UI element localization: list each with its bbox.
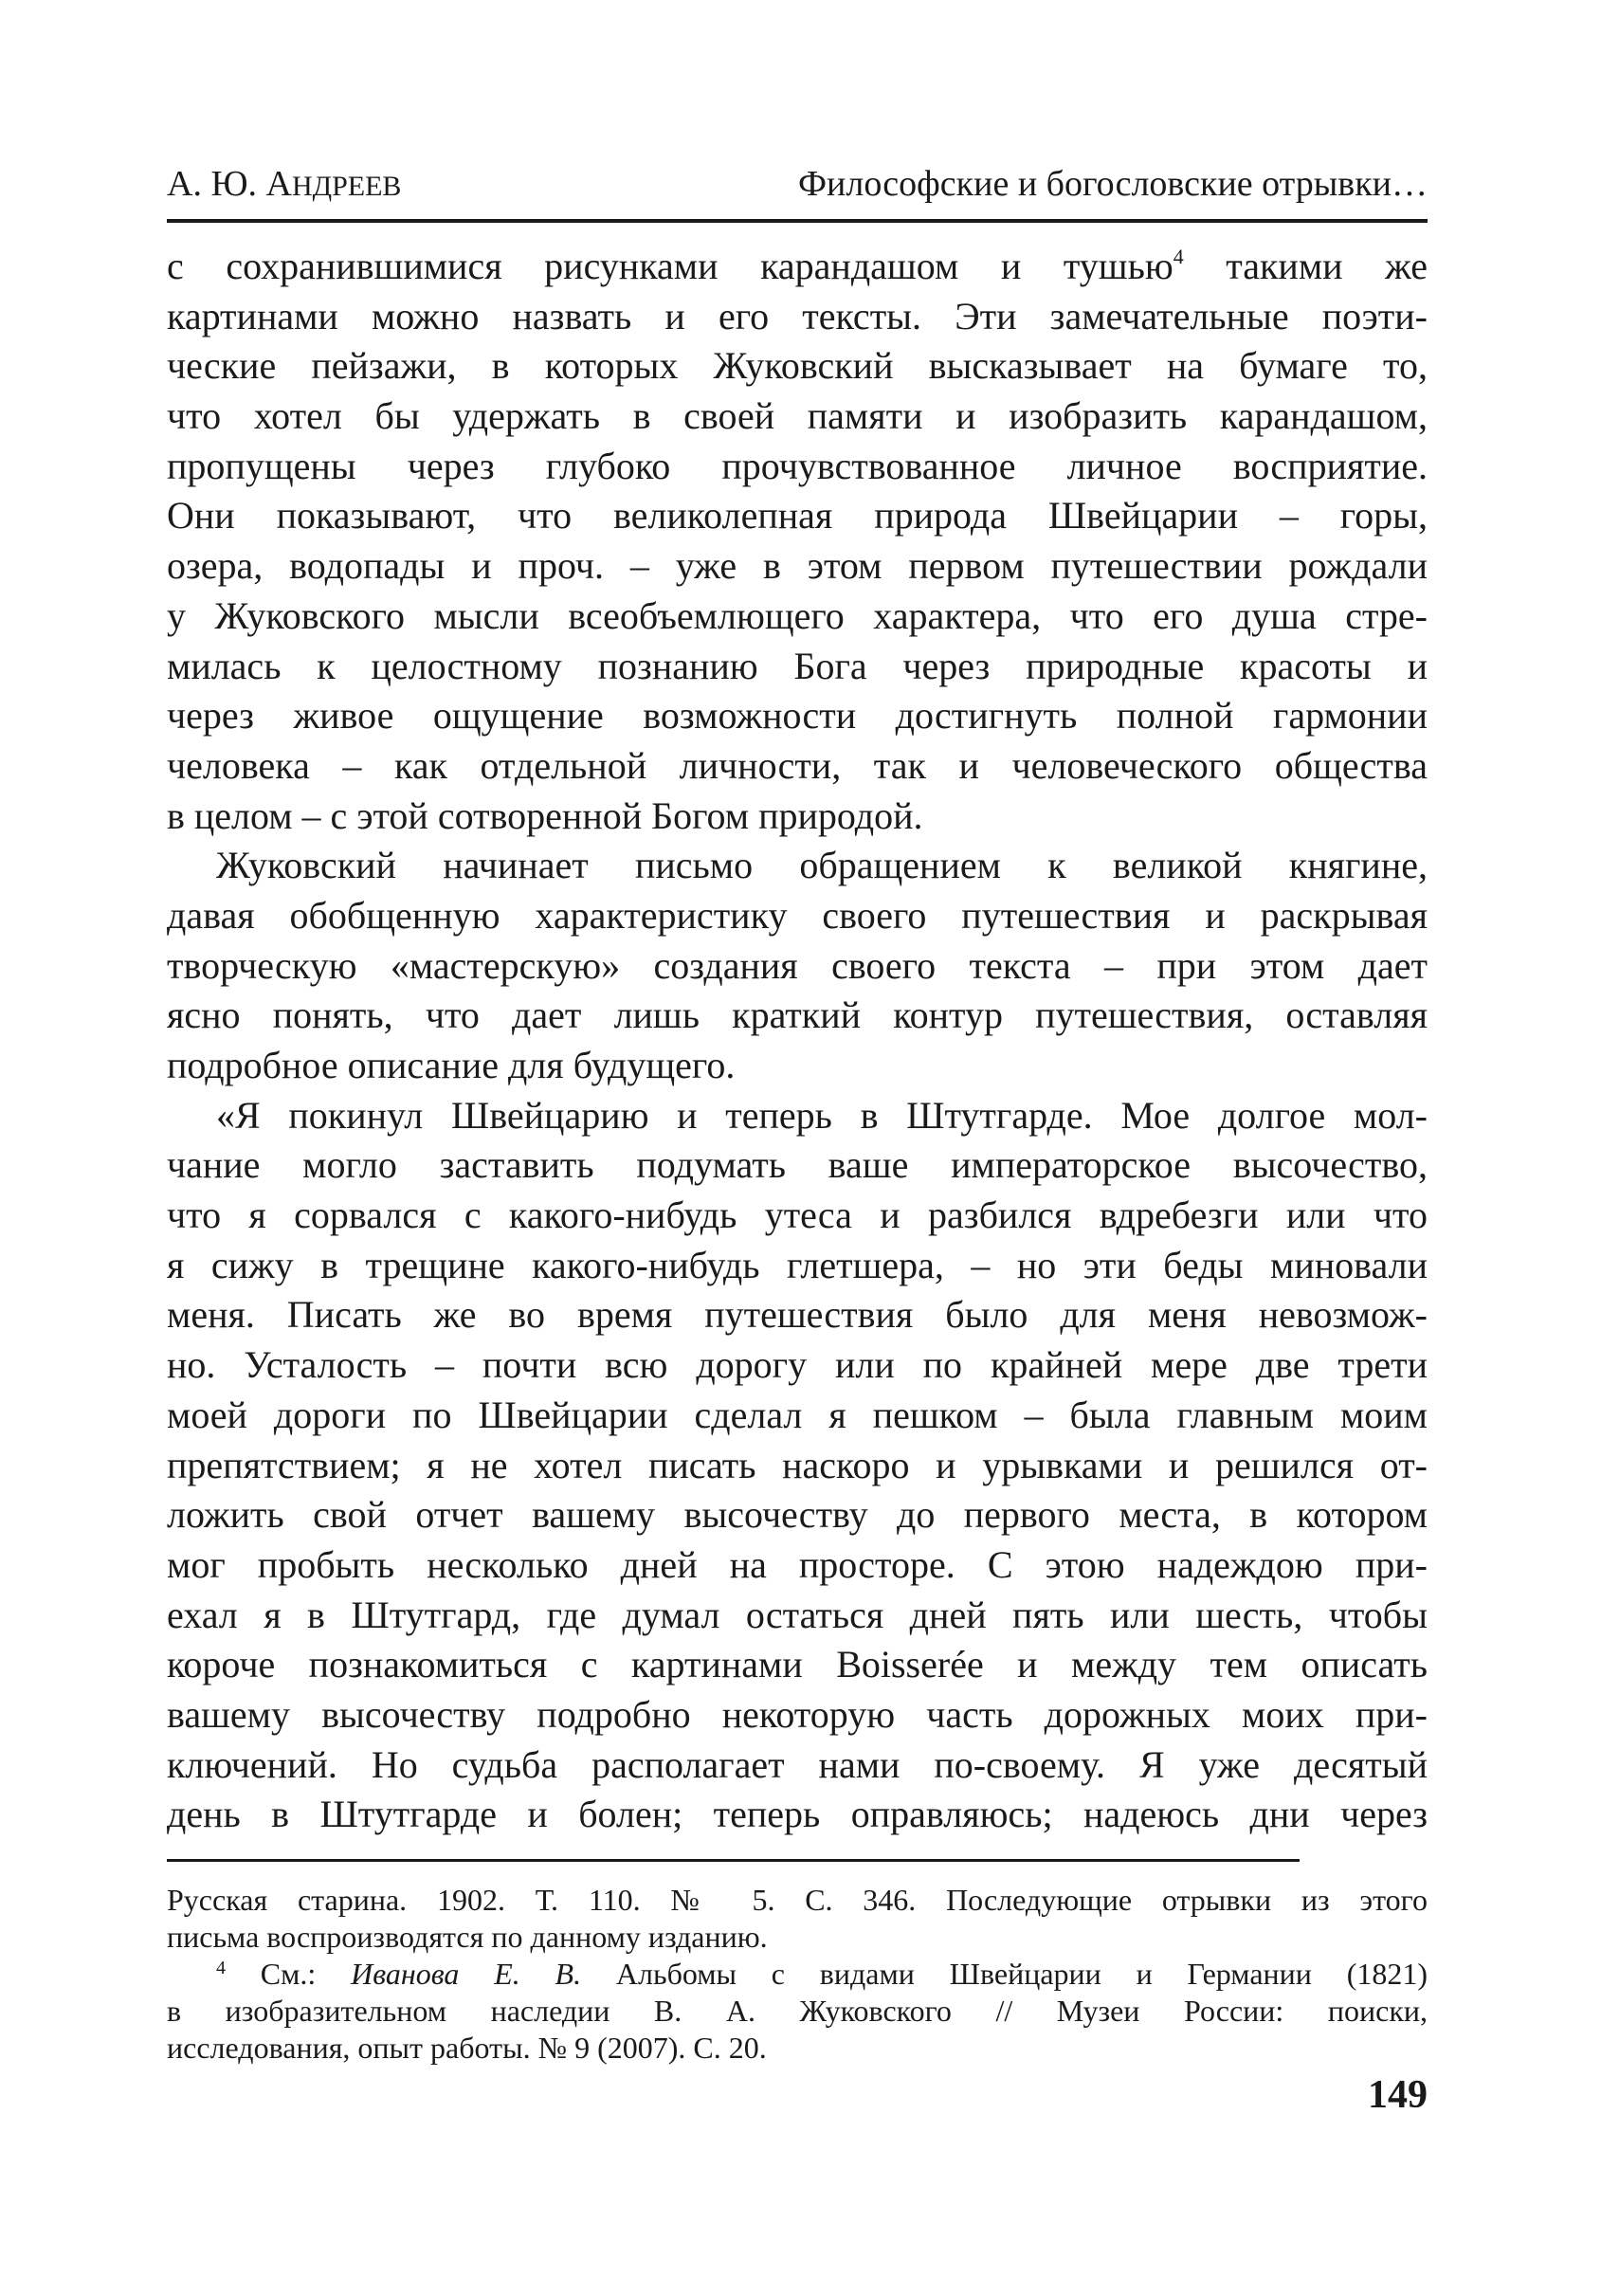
page-number: 149 xyxy=(1368,2073,1428,2117)
footnote-4-author: Иванова Е. В. xyxy=(351,1957,582,1991)
text-line: ясно понять, что дает лишь краткий контур путешествия, оставляя xyxy=(167,993,1428,1037)
text-line: картинами можно назвать и его тексты. Эти замечательные поэти- xyxy=(167,294,1428,337)
text-line: ключений. Но судьба располагает нами по-своему. Я уже десятый xyxy=(167,1742,1428,1786)
text-line: ложить свой отчет вашему высочеству до первого места, в котором xyxy=(167,1493,1428,1537)
text-line: ческие пейзажи, в которых Жуковский высказывает на бумаге то, xyxy=(167,344,1428,388)
text-line: Они показывают, что великолепная природа Швейцарии – горы, xyxy=(167,494,1428,538)
text-line: я сижу в трещине какого-нибудь глетшера, – но эти беды миновали xyxy=(167,1243,1428,1286)
text-line: что хотел бы удержать в своей памяти и изобразить карандашом, xyxy=(167,394,1428,438)
text-line: чание могло заставить подумать ваше императорское высочество, xyxy=(167,1143,1428,1187)
text-line: короче познакомиться с картинами Boisserée и между тем описать xyxy=(167,1643,1428,1686)
footnote-3-line-1: Русская старина. 1902. Т. 110. № 5. С. 346. Последующие отрывки из этого xyxy=(167,1883,1428,1917)
text-line: с сохранившимися рисунками карандашом и тушью$^4$ такими же xyxy=(167,245,1428,287)
main-text xyxy=(167,242,1428,1840)
text-line: Жуковский начинает письмо обращением к великой княгине, xyxy=(216,844,1428,887)
footnote-4-number: 4 xyxy=(216,1958,226,1978)
text-line: человека – как отдельной личности, так и человеческого общества xyxy=(167,743,1428,787)
footnote-4-line-2: в изобразительном наследии В. А. Жуковского // Музеи России: поиски, xyxy=(167,1994,1428,2028)
text-line: вашему высочеству подробно некоторую часть дорожных моих при- xyxy=(167,1692,1428,1736)
text-line: пропущены через глубоко прочувствованное личное восприятие. xyxy=(167,444,1428,487)
footnote-ref: 4 xyxy=(1173,245,1184,268)
footnote-3-line-2: письма воспроизводятся по данному изданию. xyxy=(167,1920,768,1954)
running-header xyxy=(167,155,1428,212)
text-line: милась к целостному познанию Бога через природные красоты и xyxy=(167,644,1428,687)
text-line: моей дороги по Швейцарии сделал я пешком – была главным моим xyxy=(167,1393,1428,1436)
footnotes xyxy=(167,1882,1428,2067)
footnote-4-line-3: исследования, опыт работы. № 9 (2007). С. 20. xyxy=(167,2031,767,2065)
text-line: творческую «мастерскую» создания своего текста – при этом дает xyxy=(167,943,1428,987)
text-line: озера, водопады и проч. – уже в этом первом путешествии рождали xyxy=(167,544,1428,588)
text-line: в целом – с этой сотворенной Богом природой. xyxy=(167,793,923,837)
text-line: ехал я в Штутгард, где думал остаться дней пять или шесть, чтобы xyxy=(167,1593,1428,1636)
text-line: через живое ощущение возможности достигнуть полной гармонии xyxy=(167,694,1428,738)
header-rule xyxy=(167,219,1428,223)
text-line: но. Усталость – почти всю дорогу или по крайней мере две трети xyxy=(167,1343,1428,1387)
text-line: подробное описание для будущего. xyxy=(167,1044,736,1086)
text-line: у Жуковского мысли всеобъемлющего характера, что его душа стре- xyxy=(167,593,1428,637)
text-line: мог пробыть несколько дней на просторе. С этою надеждою при- xyxy=(167,1542,1428,1586)
text-line: меня. Писать же во время путешествия было для меня невозмож- xyxy=(167,1293,1428,1337)
header-title: Философские и богословские отрывки… xyxy=(798,164,1428,204)
text-line: что я сорвался с какого-нибудь утеса и разбился вдребезги или что xyxy=(167,1194,1428,1237)
text-line: день в Штутгарде и болен; теперь оправляюсь; надеюсь дни через xyxy=(167,1793,1428,1836)
text-line: препятствием; я не хотел писать наскоро и урывками и решился от- xyxy=(167,1443,1428,1486)
text-line: «Я покинул Швейцарию и теперь в Штутгарде. Мое долгое мол- xyxy=(216,1093,1428,1137)
footnote-4-line-1: $^4$ См.: Иванова Е. В. Альбомы с видами Швейцарии и Германии (1821) xyxy=(216,1957,1428,1991)
header-author: А. Ю. АНДРЕЕВ xyxy=(167,164,402,204)
footnote-rule xyxy=(167,1859,1300,1862)
text-line: давая обобщенную характеристику своего путешествия и раскрывая xyxy=(167,893,1428,937)
